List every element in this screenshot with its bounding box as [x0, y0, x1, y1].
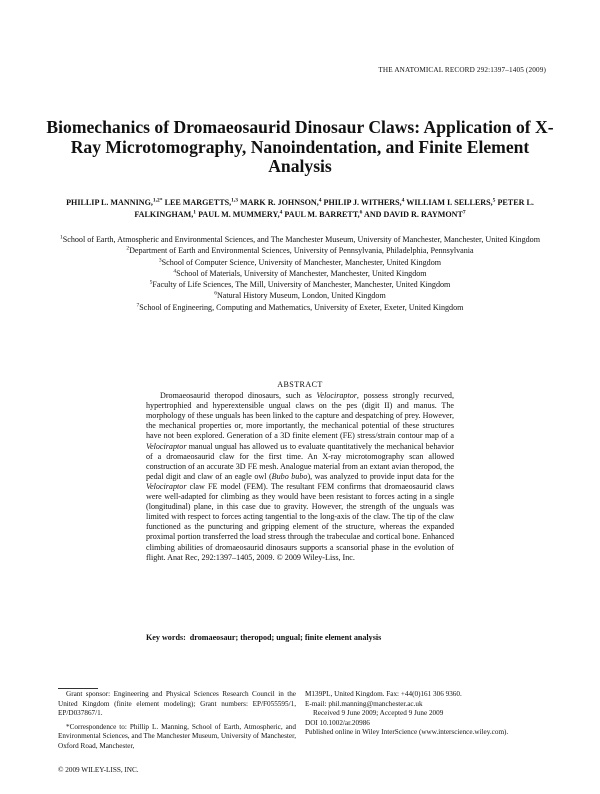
affiliation [40, 245, 560, 256]
author-name: PHILLIP L. MANNING, [66, 198, 153, 207]
affiliation-number: 6 [214, 290, 217, 297]
copyright-notice: © 2009 WILEY-LISS, INC. [58, 766, 139, 774]
abstract-text: manual ungual has allowed us to evaluate quantitatively the mechanical behavior of a dromaeosaurid claw for the first time. An X-ray microtomography scan allowed construction of an accurate 3D FE mesh. Analogue material from an extant avian theropod, the pedal digit and claw of an eagle owl ( [146, 441, 454, 481]
author-affiliation-mark: 7 [462, 208, 466, 215]
abstract-italic-term: Velociraptor [146, 481, 187, 491]
abstract [146, 380, 454, 563]
affiliation [40, 279, 560, 290]
keywords-text: dromaeosaur; theropod; ungual; finite element analysis [189, 633, 382, 642]
author-affiliation-mark: 4 [318, 197, 322, 204]
author-affiliation-mark: 4 [401, 197, 405, 204]
author-name: PAUL M. MUMMERY, [198, 209, 280, 219]
abstract-text: Dromaeosaurid theropod dinosaurs, such as [160, 391, 317, 401]
abstract-text: claw FE model (FEM). The resultant FEM confirms that dromaeosaurid claws were well-adapted for climbing as they would have been resistant to forces acting in a single (longitudinal) plane, in this case due to gravity. However, the strength of the unguals was limited with respect to forces acting tangential to the long-axis of the claw. The tip of the claw functioned as the puncturing and gripping element of the structure, whereas the expanded proximal portion transferred the load stress through the trabeculae and cortical bone. Enhanced climbing abilities of dromaeosaurid dinosaurs supports a scansorial phase in the evolution of flight. Anat Rec, 292:1397–1405, 2009. © 2009 Wiley-Liss, Inc. [146, 481, 454, 562]
received-accepted-dates: Received 9 June 2009; Accepted 9 June 2009 [313, 709, 444, 717]
author-affiliation-mark: 1 [193, 208, 197, 215]
author-name: LEE MARGETTS, [164, 198, 232, 207]
affiliation-number: 3 [158, 256, 162, 263]
affiliation-number: 4 [173, 268, 177, 275]
affiliation [40, 234, 560, 245]
grant-sponsor-note: Grant sponsor: Engineering and Physical Sciences Research Council in the United Kingdom (finite element modeling); Grant numbers: EP/F055595/1, EP/D037867/1. [58, 690, 296, 717]
affiliation-text: School of Engineering, Computing and Mathematics, University of Exeter, Exeter, United Kingdom [139, 302, 464, 312]
affiliation-text: Natural History Museum, London, United Kingdom [216, 291, 386, 301]
affiliation [40, 290, 560, 301]
affiliation-number: 7 [136, 302, 140, 309]
author-affiliation-mark: 5 [492, 197, 496, 204]
affiliation-number: 5 [149, 279, 153, 286]
journal-header: THE ANATOMICAL RECORD 292:1397–1405 (2009) [378, 66, 546, 74]
footnotes-right [305, 690, 547, 738]
author-list [40, 197, 560, 220]
affiliation-text: Department of Earth and Environmental Sciences, University of Pennsylvania, Philadelphia, Pennsylvania [129, 246, 474, 256]
author-name: PAUL M. BARRETT, [284, 209, 360, 219]
author-affiliation-mark: 1,2* [152, 197, 163, 204]
author-affiliation-mark: 4 [279, 208, 283, 215]
affiliation-text: School of Earth, Atmospheric and Environmental Sciences, and The Manchester Museum, University of Manchester, Manchester, United Kingdom [62, 235, 541, 244]
affiliation-list [40, 234, 560, 313]
author-name: PHILIP J. WITHERS, [323, 198, 402, 207]
abstract-italic-term: Bubo bubo [271, 471, 308, 481]
affiliation-text: School of Materials, University of Manchester, Manchester, United Kingdom [176, 268, 427, 278]
footnotes-left [58, 690, 296, 751]
author-name: WILLIAM I. SELLERS, [406, 198, 493, 207]
keywords-label: Key words: [146, 633, 186, 642]
author-name: PETER L. FALKINGHAM, [134, 198, 534, 219]
abstract-text: , possess strongly recurved, hypertrophied and hyperextensible ungual claws on the pes (digit II) and manus. The morphology of these unguals has been linked to the capture and despatching of prey. However, the mechanical properties or, more importantly, the mechanical potential of these structures have not been explored. Generation of a 3D finite element (FE) stress/strain contour map of a [146, 391, 454, 441]
affiliation-number: 1 [59, 234, 63, 241]
abstract-heading: ABSTRACT [277, 380, 323, 389]
abstract-italic-term: Velociraptor [316, 391, 357, 401]
author-affiliation-mark: 1,3 [231, 197, 239, 204]
affiliation [40, 257, 560, 268]
affiliation-text: Faculty of Life Sciences, The Mill, University of Manchester, Manchester, United Kingdom [152, 280, 451, 290]
correspondence-note: *Correspondence to: Phillip L. Manning, School of Earth, Atmospheric, and Environmental Sciences, and The Manchester Museum, University of Manchester, Oxford Road, Manchester, [58, 722, 296, 750]
abstract-body [146, 391, 454, 563]
correspondence-email: E-mail: phil.manning@manchester.ac.uk [305, 699, 423, 708]
affiliation-text: School of Computer Science, University of Manchester, Manchester, United Kingdom [161, 257, 442, 267]
abstract-text: ), was analyzed to provide input data for the [307, 471, 454, 481]
published-online: Published online in Wiley InterScience (www.interscience.wiley.com). [305, 728, 509, 736]
affiliation-number: 2 [126, 245, 130, 252]
affiliation [40, 268, 560, 279]
keywords [146, 632, 454, 644]
affiliation [40, 302, 560, 313]
footnote-divider [58, 688, 98, 689]
author-affiliation-mark: 6 [359, 208, 363, 215]
author-name: AND DAVID R. RAYMONT [363, 209, 463, 219]
correspondence-address-cont: M139PL, United Kingdom. Fax: +44(0)161 306 9360. [305, 690, 462, 698]
abstract-italic-term: Velociraptor [146, 441, 187, 451]
doi: DOI 10.1002/ar.20986 [305, 718, 370, 727]
paper-title: Biomechanics of Dromaeosaurid Dinosaur Claws: Application of X-Ray Microtomography, Nanoindentation, and Finite Element Analysis [46, 117, 554, 177]
author-name: MARK R. JOHNSON, [240, 198, 319, 207]
